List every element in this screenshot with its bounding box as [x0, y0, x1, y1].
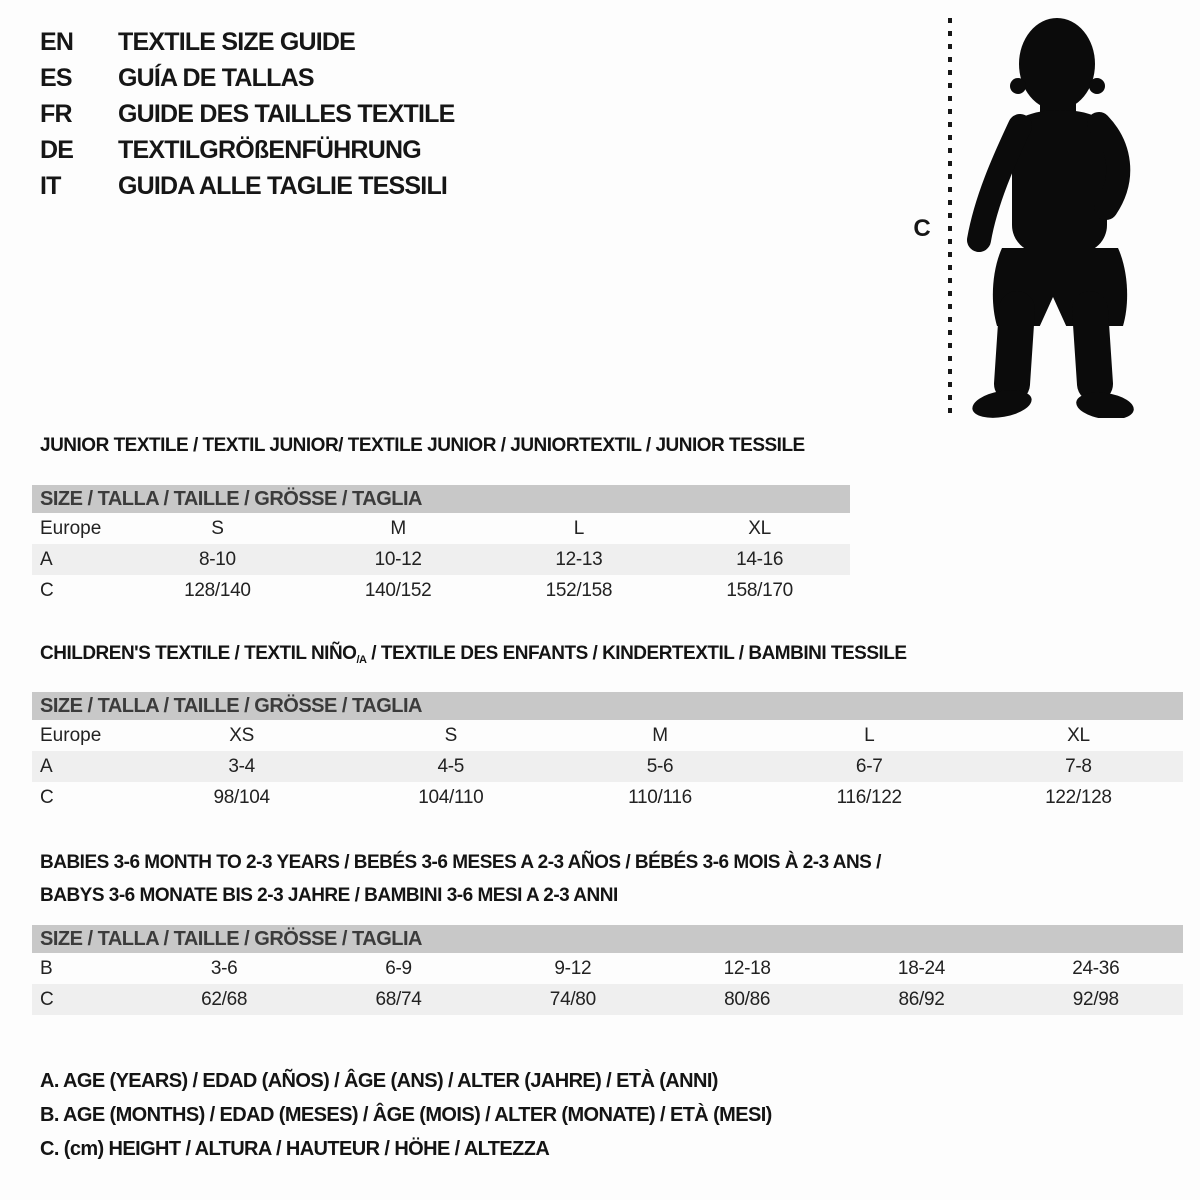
size-cell: XL [748, 517, 771, 539]
height-cell: 128/140 [184, 579, 251, 601]
junior-size-table [32, 485, 850, 606]
height-cell: 158/170 [726, 579, 793, 601]
children-section-heading [40, 643, 907, 666]
height-cell: 92/98 [1072, 988, 1119, 1010]
row-label: C [40, 579, 54, 601]
size-cell: S [211, 517, 224, 539]
lang-code: ES [40, 63, 72, 92]
age-cell: 6-7 [855, 755, 883, 777]
junior-section-heading: JUNIOR TEXTILE / TEXTIL JUNIOR/ TEXTILE JUNIOR / JUNIORTEXTIL / JUNIOR TESSILE [40, 435, 805, 456]
height-cell: 98/104 [213, 786, 270, 808]
toddler-silhouette-image [962, 14, 1144, 418]
age-cell: 3-6 [210, 957, 238, 979]
table-row-age [32, 544, 850, 575]
size-cell: M [652, 724, 668, 746]
babies-size-table [32, 925, 1183, 1015]
age-cell: 14-16 [736, 548, 784, 570]
table-row-age [32, 751, 1183, 782]
babies-heading-line1: BABIES 3-6 MONTH TO 2-3 YEARS / BEBÉS 3-6 MESES A 2-3 AÑOS / BÉBÉS 3-6 MOIS À 2-3 ANS / [40, 852, 881, 873]
lang-title: GUIDE DES TAILLES TEXTILE [118, 99, 455, 128]
height-cell: 62/68 [201, 988, 248, 1010]
table-row-europe [32, 720, 1183, 751]
size-cell: S [444, 724, 457, 746]
height-measure-dashed-line [948, 18, 952, 416]
age-cell: 12-18 [723, 957, 771, 979]
height-cell: 116/122 [836, 786, 902, 808]
table-row-height [32, 984, 1183, 1015]
age-cell: 4-5 [437, 755, 465, 777]
lang-code: FR [40, 99, 72, 128]
size-cell: L [864, 724, 875, 746]
height-cell: 110/116 [628, 786, 692, 808]
row-label: A [40, 548, 53, 570]
size-table-header: SIZE / TALLA / TAILLE / GRÖSSE / TAGLIA [32, 692, 1183, 720]
row-label: B [40, 957, 53, 979]
size-table-header: SIZE / TALLA / TAILLE / GRÖSSE / TAGLIA [32, 485, 850, 513]
size-cell: M [390, 517, 406, 539]
lang-code: DE [40, 135, 74, 164]
legend-age-months: B. AGE (MONTHS) / EDAD (MESES) / ÂGE (MOIS) / ALTER (MONATE) / ETÀ (MESI) [40, 1104, 772, 1126]
age-cell: 3-4 [228, 755, 255, 777]
age-cell: 9-12 [554, 957, 592, 979]
legend-age-years: A. AGE (YEARS) / EDAD (AÑOS) / ÂGE (ANS) / ALTER (JAHRE) / ETÀ (ANNI) [40, 1070, 718, 1092]
lang-row-en [40, 24, 455, 60]
size-table-header: SIZE / TALLA / TAILLE / GRÖSSE / TAGLIA [32, 925, 1183, 953]
lang-title: GUÍA DE TALLAS [118, 63, 314, 92]
size-cell: XS [229, 724, 254, 746]
height-c-label: C [913, 215, 931, 242]
row-label: C [40, 786, 54, 808]
height-cell: 104/110 [418, 786, 484, 808]
heading-text: / TEXTILE DES ENFANTS / KINDERTEXTIL / BAMBINI TESSILE [366, 643, 907, 664]
height-cell: 68/74 [375, 988, 422, 1010]
age-cell: 7-8 [1065, 755, 1092, 777]
measurement-legend [40, 1064, 772, 1166]
babies-section-heading [40, 846, 881, 912]
heading-text: CHILDREN'S TEXTILE / TEXTIL NIÑO [40, 643, 357, 664]
size-cell: L [573, 517, 585, 539]
height-cell: 140/152 [364, 579, 432, 601]
height-cell: 152/158 [545, 579, 613, 601]
lang-row-de [40, 132, 455, 168]
size-cell: XL [1067, 724, 1090, 746]
lang-title: GUIDA ALLE TAGLIE TESSILI [118, 171, 448, 200]
row-label: Europe [40, 517, 102, 539]
age-cell: 6-9 [385, 957, 412, 979]
row-label: C [40, 988, 54, 1010]
lang-code: EN [40, 27, 74, 56]
height-cell: 80/86 [724, 988, 771, 1010]
age-cell: 24-36 [1072, 957, 1120, 979]
table-row-height [32, 782, 1183, 813]
row-label: A [40, 755, 53, 777]
age-cell: 5-6 [646, 755, 674, 777]
height-cell: 122/128 [1045, 786, 1112, 808]
legend-height-cm: C. (cm) HEIGHT / ALTURA / HAUTEUR / HÖHE / ALTEZZA [40, 1138, 550, 1160]
age-cell: 18-24 [897, 957, 946, 979]
table-row-age-months [32, 953, 1183, 984]
children-size-table [32, 692, 1183, 813]
language-title-list [40, 24, 455, 204]
height-cell: 74/80 [549, 988, 596, 1010]
lang-row-fr [40, 96, 455, 132]
lang-code: IT [40, 171, 61, 200]
row-label: Europe [40, 724, 102, 746]
table-row-height [32, 575, 850, 606]
age-cell: 8-10 [198, 548, 236, 570]
table-row-europe [32, 513, 850, 544]
heading-subscript: /A [356, 654, 367, 666]
lang-row-it [40, 168, 455, 204]
lang-title: TEXTILGRÖßENFÜHRUNG [118, 135, 421, 164]
lang-row-es [40, 60, 455, 96]
age-cell: 12-13 [555, 548, 603, 570]
lang-title: TEXTILE SIZE GUIDE [118, 27, 356, 56]
height-cell: 86/92 [898, 988, 945, 1010]
babies-heading-line2: BABYS 3-6 MONATE BIS 2-3 JAHRE / BAMBINI 3-6 MESI A 2-3 ANNI [40, 885, 618, 906]
age-cell: 10-12 [374, 548, 422, 570]
